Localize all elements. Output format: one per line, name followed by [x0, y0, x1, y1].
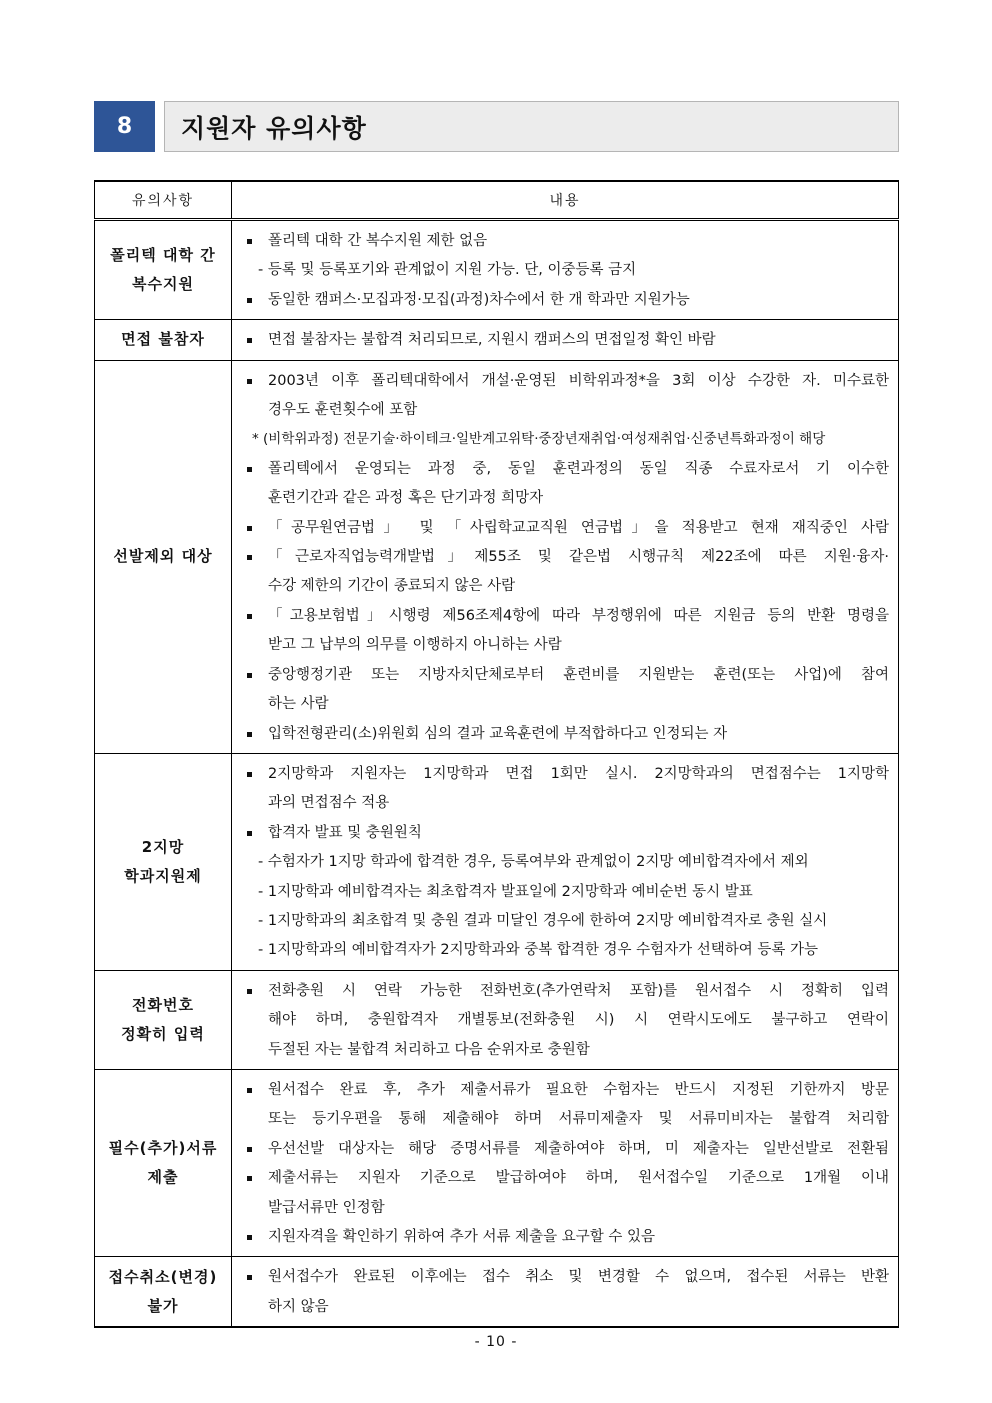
row-content — [232, 220, 899, 320]
bullet-item: 원서접수가 완료된 이후에는 접수 취소 및 변경할 수 없으며, 접수된 서류는 반환 — [244, 1263, 889, 1292]
continuation-line: 받고 그 납부의 의무를 이행하지 아니하는 사람 — [268, 637, 562, 654]
category-label-line: 필수(추가)서류 — [108, 1139, 218, 1158]
table-row — [95, 1069, 899, 1256]
row-content — [232, 1069, 899, 1256]
row-category — [95, 1257, 232, 1327]
sub-item: - 수험자가 1지망 학과에 합격한 경우, 등록여부와 관계없이 2지망 예비합격자에서 제외 — [258, 854, 809, 871]
section-title-box — [164, 101, 899, 152]
row-category — [95, 320, 232, 360]
continuation-line: 또는 등기우편을 통해 제출해야 하며 서류미제출자 및 서류미비자는 불합격 처리함 — [268, 1111, 889, 1128]
table-row — [95, 220, 899, 320]
row-content — [232, 320, 899, 360]
row-category — [95, 1069, 232, 1256]
bullet-item: 중앙행정기관 또는 지방자치단체로부터 훈련비를 지원받는 훈련(또는 사업)에 참여 — [244, 661, 889, 690]
row-content — [232, 1257, 899, 1327]
table-body — [95, 220, 899, 1328]
category-label-line: 정확히 입력 — [121, 1024, 205, 1043]
sub-item: - 등록 및 등록포기와 관계없이 지원 가능. 단, 이중등록 금지 — [258, 262, 637, 279]
sub-item: - 1지망학과의 예비합격자가 2지망학과와 중복 합격한 경우 수험자가 선택하여 등록 가능 — [258, 942, 819, 959]
bullet-item: 제출서류는 지원자 기준으로 발급하여야 하며, 원서접수일 기준으로 1개월 이내 — [244, 1164, 889, 1193]
bullet-item: 원서접수 완료 후, 추가 제출서류가 필요한 수험자는 반드시 지정된 기한까지 방문 — [244, 1076, 889, 1105]
bullet-item: 동일한 캠퍼스·모집과정·모집(과정)차수에서 한 개 학과만 지원가능 — [244, 286, 889, 315]
row-category — [95, 753, 232, 970]
category-label-line: 선발제외 대상 — [113, 547, 213, 566]
bullet-item: 「고용보험법」시행령 제56조제4항에 따라 부정행위에 따른 지원금 등의 반환 명령을 — [244, 602, 889, 631]
page-number: - 10 - — [474, 1334, 518, 1350]
bullet-item: 합격자 발표 및 충원원칙 — [244, 819, 889, 848]
sub-item: - 1지망학과 예비합격자는 최초합격자 발표일에 2지망학과 예비순번 동시 발표 — [258, 883, 753, 900]
continuation-line: 과의 면접점수 적용 — [268, 795, 390, 812]
continuation-line: 해야 하며, 충원합격자 개별통보(전화충원 시) 시 연락시도에도 불구하고 연락이 — [268, 1012, 889, 1029]
continuation-line: 수강 제한의 기간이 종료되지 않은 사람 — [268, 578, 516, 595]
table-row — [95, 360, 899, 753]
bullet-item: 전화충원 시 연락 가능한 전화번호(추가연락처 포함)를 원서접수 시 정확히 입력 — [244, 977, 889, 1006]
category-label-line: 불가 — [147, 1296, 179, 1315]
category-label-line: 복수지원 — [132, 275, 194, 294]
table-row — [95, 1257, 899, 1327]
continuation-line: 경우도 훈련횟수에 포함 — [268, 402, 418, 419]
continuation-line: 훈련기간과 같은 과정 혹은 단기과정 희망자 — [268, 490, 544, 507]
sub-item: - 1지망학과의 최초합격 및 충원 결과 미달인 경우에 한하여 2지망 예비합격자로 충원 실시 — [258, 912, 828, 929]
category-label-line: 학과지원제 — [124, 866, 202, 885]
category-label-line: 전화번호 — [132, 995, 194, 1014]
continuation-line: 하는 사람 — [268, 696, 329, 713]
bullet-item: 폴리텍에서 운영되는 과정 중, 동일 훈련과정의 동일 직종 수료자로서 기 이수한 — [244, 455, 889, 484]
row-category — [95, 970, 232, 1069]
category-label-line: 면접 불참자 — [121, 330, 205, 349]
bullet-item: 2003년 이후 폴리텍대학에서 개설·운영된 비학위과정*을 3회 이상 수강한 자. 미수료한 — [244, 367, 889, 396]
header-category: 유의사항 — [95, 181, 232, 220]
table-row — [95, 753, 899, 970]
header-content: 내용 — [232, 181, 899, 220]
bullet-item: 폴리텍 대학 간 복수지원 제한 없음 — [244, 227, 889, 256]
bullet-item: 2지망학과 지원자는 1지망학과 면접 1회만 실시. 2지망학과의 면접점수는 1지망학 — [244, 760, 889, 789]
bullet-item: 면접 불참자는 불합격 처리되므로, 지원시 캠퍼스의 면접일정 확인 바람 — [244, 326, 889, 355]
table-row — [95, 320, 899, 360]
category-label-line: 접수취소(변경) — [108, 1267, 218, 1286]
bullet-item: 입학전형관리(소)위원회 심의 결과 교육훈련에 부적합하다고 인정되는 자 — [244, 720, 889, 749]
continuation-line: 하지 않음 — [268, 1298, 329, 1315]
row-content — [232, 360, 899, 753]
section-header — [94, 101, 899, 152]
bullet-item: 「근로자직업능력개발법」제55조 및 같은법 시행규칙 제22조에 따른 지원·융자· — [244, 543, 889, 572]
category-label-line: 2지망 — [141, 837, 185, 856]
continuation-line: 발급서류만 인정함 — [268, 1199, 385, 1216]
category-label-line: 폴리텍 대학 간 — [110, 246, 216, 265]
bullet-item: 지원자격을 확인하기 위하여 추가 서류 제출을 요구할 수 있음 — [244, 1223, 889, 1252]
row-category — [95, 360, 232, 753]
table-header-row — [95, 181, 899, 220]
category-label-line: 제출 — [147, 1168, 179, 1187]
row-content — [232, 753, 899, 970]
continuation-line: 두절된 자는 불합격 처리하고 다음 순위자로 충원함 — [268, 1041, 590, 1058]
bullet-item: 「공무원연금법」 및 「사립학교교직원 연금법」을 적용받고 현재 재직중인 사람 — [244, 514, 889, 543]
table-row — [95, 970, 899, 1069]
notes-table — [94, 180, 899, 1328]
footnote-line: * (비학위과정) 전문기술·하이테크·일반계고위탁·중장년재취업·여성재취업·신중년특화과정이 해당 — [252, 431, 826, 448]
section-title: 지원자 유의사항 — [181, 113, 367, 143]
row-category — [95, 220, 232, 320]
section-number: 8 — [94, 101, 155, 152]
row-content — [232, 970, 899, 1069]
bullet-item: 우선선발 대상자는 해당 증명서류를 제출하여야 하며, 미 제출자는 일반선발로 전환됨 — [244, 1135, 889, 1164]
